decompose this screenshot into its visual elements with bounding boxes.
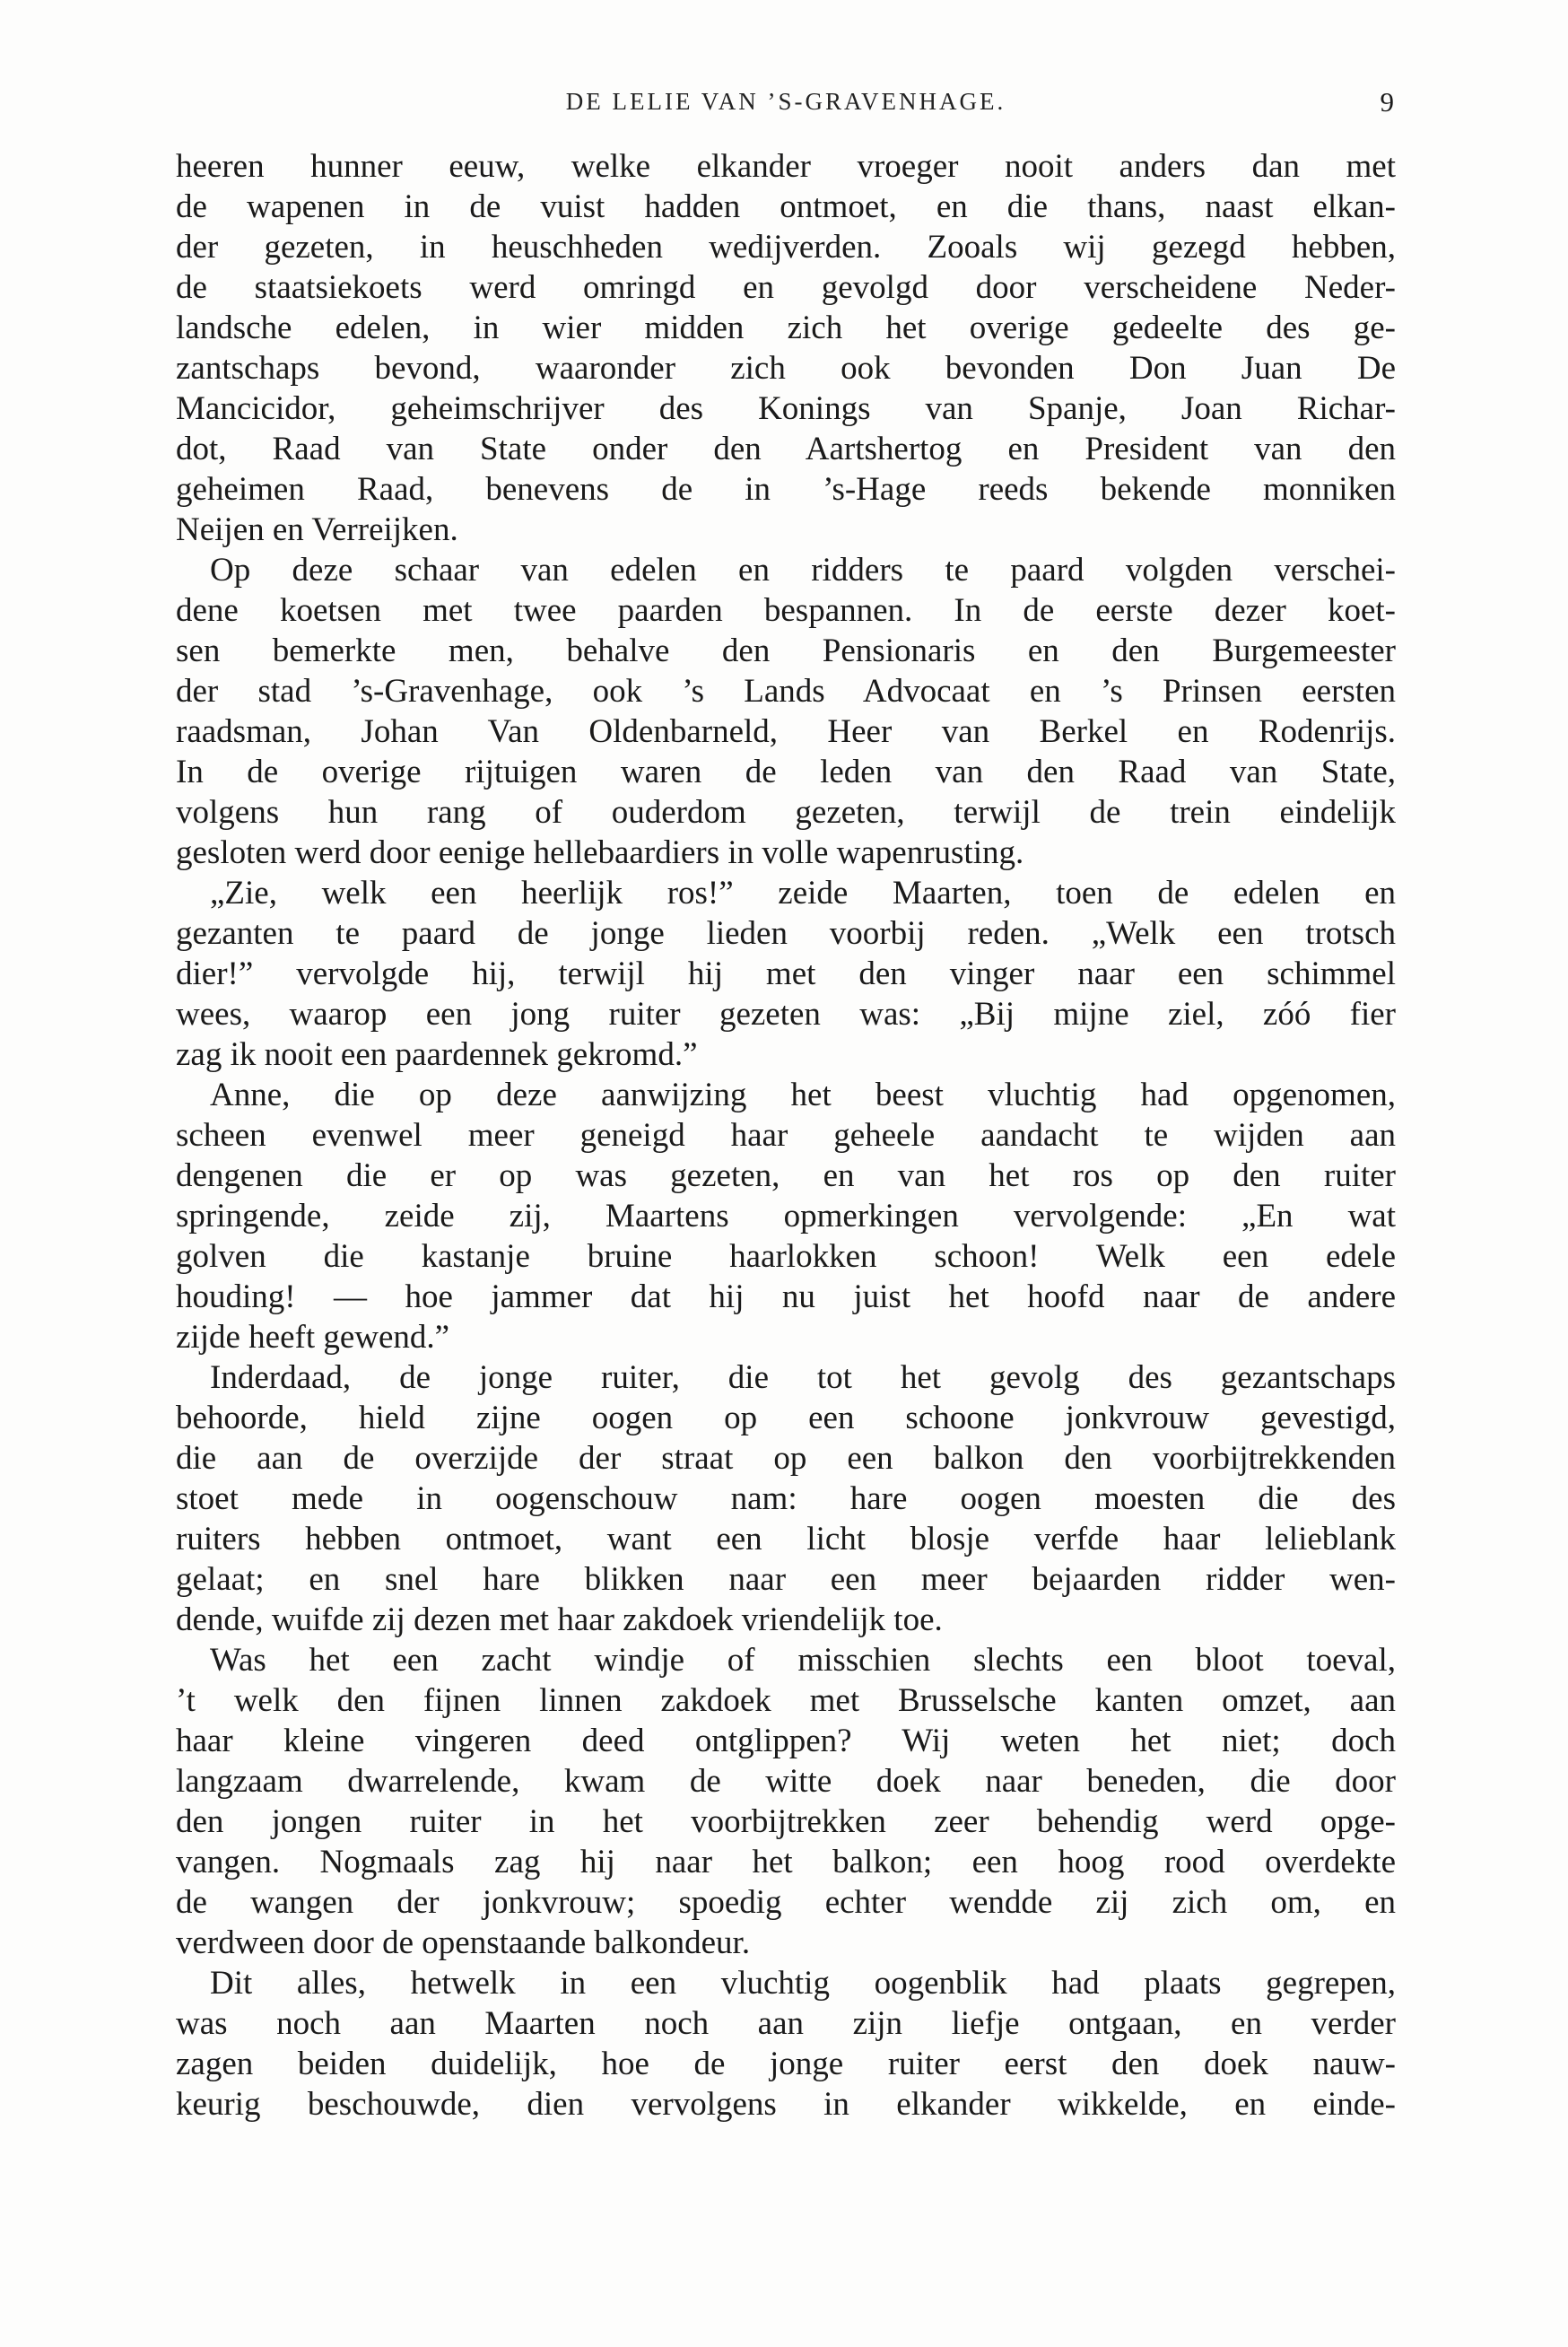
text-line: zagen beiden duidelijk, hoe de jonge ruiter eerst den doek nauw- [176, 2046, 1396, 2082]
paragraph [176, 146, 1396, 550]
text-line: Dit alles, hetwelk in een vluchtig oogenblik had plaats gegrepen, [210, 1965, 1396, 2002]
text-line: dot, Raad van State onder den Aartshertog en President van den [176, 431, 1396, 467]
text-line: verdween door de openstaande balkondeur. [176, 1924, 751, 1961]
text-line: dene koetsen met twee paarden bespannen. In de eerste dezer koet- [176, 592, 1396, 629]
text-line: Op deze schaar van edelen en ridders te paard volgden verschei- [210, 552, 1396, 589]
running-title: DE LELIE VAN ’S-GRAVENHAGE. [565, 88, 1006, 115]
text-line: gezanten te paard de jonge lieden voorbij reden. „Welk een trotsch [176, 915, 1396, 952]
text-line: keurig beschouwde, dien vervolgens in elkander wikkelde, en einde- [176, 2086, 1396, 2123]
text-line: den jongen ruiter in het voorbijtrekken zeer behendig werd opge- [176, 1803, 1396, 1840]
text-line: ’t welk den fijnen linnen zakdoek met Brusselsche kanten omzet, aan [176, 1682, 1396, 1719]
text-line: de staatsiekoets werd omringd en gevolgd door verscheidene Neder- [176, 269, 1396, 306]
text-line: Mancicidor, geheimschrijver des Konings van Spanje, Joan Richar- [176, 390, 1396, 427]
text-line: volgens hun rang of ouderdom gezeten, terwijl de trein eindelijk [176, 794, 1396, 831]
paragraph [176, 1075, 1396, 1357]
text-line: gelaat; en snel hare blikken naar een meer bejaarden ridder wen- [176, 1561, 1396, 1598]
page-number: 9 [1380, 86, 1394, 118]
text-line: raadsman, Johan Van Oldenbarneld, Heer van Berkel en Rodenrijs. [176, 713, 1396, 750]
text-line: scheen evenwel meer geneigd haar geheele aandacht te wijden aan [176, 1117, 1396, 1154]
text-line: dier!” vervolgde hij, terwijl hij met den vinger naar een schimmel [176, 955, 1396, 992]
paragraph [176, 1357, 1396, 1640]
text-line: dende, wuifde zij dezen met haar zakdoek vriendelijk toe. [176, 1601, 943, 1638]
text-line: de wangen der jonkvrouw; spoedig echter wendde zij zich om, en [176, 1884, 1396, 1921]
text-line: Anne, die op deze aanwijzing het beest vluchtig had opgenomen, [210, 1077, 1396, 1113]
text-line: golven die kastanje bruine haarlokken schoon! Welk een edele [176, 1238, 1396, 1275]
text-line: „Zie, welk een heerlijk ros!” zeide Maarten, toen de edelen en [210, 875, 1396, 912]
paragraph [176, 1963, 1396, 2125]
text-line: Neijen en Verreijken. [176, 511, 458, 548]
text-line: springende, zeide zij, Maartens opmerkingen vervolgende: „En wat [176, 1198, 1396, 1235]
text-line: houding! — hoe jammer dat hij nu juist het hoofd naar de andere [176, 1278, 1396, 1315]
text-line: dengenen die er op was gezeten, en van het ros op den ruiter [176, 1157, 1396, 1194]
paragraph [176, 550, 1396, 873]
body-text [176, 146, 1396, 2125]
text-line: gesloten werd door eenige hellebaardiers in volle wapenrusting. [176, 834, 1024, 871]
text-line: haar kleine vingeren deed ontglippen? Wij weten het niet; doch [176, 1723, 1396, 1759]
text-line: wees, waarop een jong ruiter gezeten was: „Bij mijne ziel, zóó fier [176, 996, 1396, 1033]
text-line: ruiters hebben ontmoet, want een licht blosje verfde haar lelieblank [176, 1521, 1396, 1557]
text-line: landsche edelen, in wier midden zich het overige gedeelte des ge- [176, 310, 1396, 346]
text-line: vangen. Nogmaals zag hij naar het balkon; een hoog rood overdekte [176, 1844, 1396, 1880]
text-line: In de overige rijtuigen waren de leden van den Raad van State, [176, 754, 1396, 790]
paragraph [176, 873, 1396, 1075]
text-line: geheimen Raad, benevens de in ’s-Hage reeds bekende monniken [176, 471, 1396, 508]
text-line: langzaam dwarrelende, kwam de witte doek naar beneden, die door [176, 1763, 1396, 1800]
text-line: stoet mede in oogenschouw nam: hare oogen moesten die des [176, 1480, 1396, 1517]
text-line: die aan de overzijde der straat op een balkon den voorbijtrekkenden [176, 1440, 1396, 1477]
text-line: de wapenen in de vuist hadden ontmoet, en die thans, naast elkan- [176, 188, 1396, 225]
text-line: sen bemerkte men, behalve den Pensionaris en den Burgemeester [176, 633, 1396, 669]
text-line: Was het een zacht windje of misschien slechts een bloot toeval, [210, 1642, 1396, 1679]
text-line: zantschaps bevond, waaronder zich ook bevonden Don Juan De [176, 350, 1396, 387]
text-line: zijde heeft gewend.” [176, 1319, 450, 1356]
paragraph [176, 1640, 1396, 1963]
text-line: was noch aan Maarten noch aan zijn liefje ontgaan, en verder [176, 2005, 1396, 2042]
running-head [176, 88, 1396, 124]
text-line: behoorde, hield zijne oogen op een schoone jonkvrouw gevestigd, [176, 1400, 1396, 1436]
text-line: der gezeten, in heuschheden wedijverden. Zooals wij gezegd hebben, [176, 229, 1396, 266]
text-line: Inderdaad, de jonge ruiter, die tot het gevolg des gezantschaps [210, 1359, 1396, 1396]
text-line: heeren hunner eeuw, welke elkander vroeger nooit anders dan met [176, 148, 1396, 185]
text-line: zag ik nooit een paardennek gekromd.” [176, 1036, 698, 1073]
text-line: der stad ’s-Gravenhage, ook ’s Lands Advocaat en ’s Prinsen eersten [176, 673, 1396, 710]
